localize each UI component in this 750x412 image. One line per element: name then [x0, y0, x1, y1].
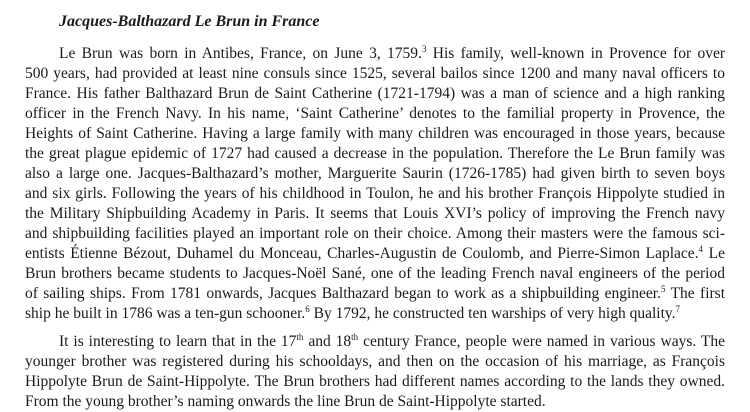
text-line: 500 years, had provided at least nine consuls since 1525, several bailos since 1200 and many naval officers to [25, 65, 725, 82]
footnote-ref[interactable]: 4 [698, 244, 704, 254]
text-line: the Military Shipbuilding Academy in Paris. It seems that Louis XVI’s policy of improving the French navy [25, 205, 725, 222]
text-line: officer in the French Navy. In his name, ‘Saint Catherine’ denotes to the familial property in Provence, the [25, 105, 725, 122]
text-line: Le Brun was born in Antibes, France, on June 3, 1759.$^3$ His family, well-known in Provence for over [59, 44, 725, 62]
text-line: Heights of Saint Catherine. Having a large family with many children was encouraged in those years, because [25, 125, 725, 142]
text-line: Hippolyte Brun de Saint-Hippolyte. The Brun brothers had different names according to the lands they owned. [25, 373, 725, 390]
text-line: and six girls. Following the years of his childhood in Toulon, he and his brother François Hippolyte studied in [25, 185, 725, 202]
text-line: From the young brother’s naming onwards the line Brun de Saint-Hippolyte started. [25, 393, 546, 410]
text-line: also a large one. Jacques-Balthazard’s mother, Marguerite Saurin (1726-1785) had given birth to seven boys [25, 165, 725, 182]
text-line: Brun brothers became students to Jacques-Noël Sané, one of the leading French naval engineers of the period [25, 265, 725, 282]
text-line: entists Étienne Bézout, Duhamel du Monceau, Charles-Augustin de Coulomb, and Pierre-Simon Laplace.$^4$ Le [25, 244, 725, 262]
text-line: the great plague epidemic of 1727 had caused a decrease in the population. Therefore the Le Brun family was [25, 145, 725, 162]
ordinal-suffix: th [296, 332, 304, 342]
text-line: It is interesting to learn that in the 17th and 18th century France, people were named in various ways. The [59, 332, 725, 350]
text-line: younger brother was registered during his schooldays, and then on the occasion of his marriage, as François [25, 353, 725, 370]
text-line: ship he built in 1786 was a ten-gun schooner.$^6$ By 1792, he constructed ten warships of very high quality.$^7$ [25, 304, 681, 322]
section-title: Jacques-Balthazard Le Brun in France [59, 13, 320, 30]
text-line: of sailing ships. From 1781 onwards, Jacques Balthazard began to work as a shipbuilding engineer.$^5$ The first [25, 284, 725, 302]
footnote-ref[interactable]: 7 [675, 304, 681, 314]
footnote-ref[interactable]: 3 [421, 44, 427, 54]
footnote-ref[interactable]: 6 [305, 304, 310, 314]
text-line: and shipbuilding facilities played an important role on their choice. Among their masters were the famous sci- [25, 225, 725, 242]
ordinal-suffix: th [351, 332, 359, 342]
footnote-ref[interactable]: 5 [660, 284, 666, 294]
text-line: France. His father Balthazard Brun de Saint Catherine (1721-1794) was a man of science and a high ranking [25, 85, 725, 102]
